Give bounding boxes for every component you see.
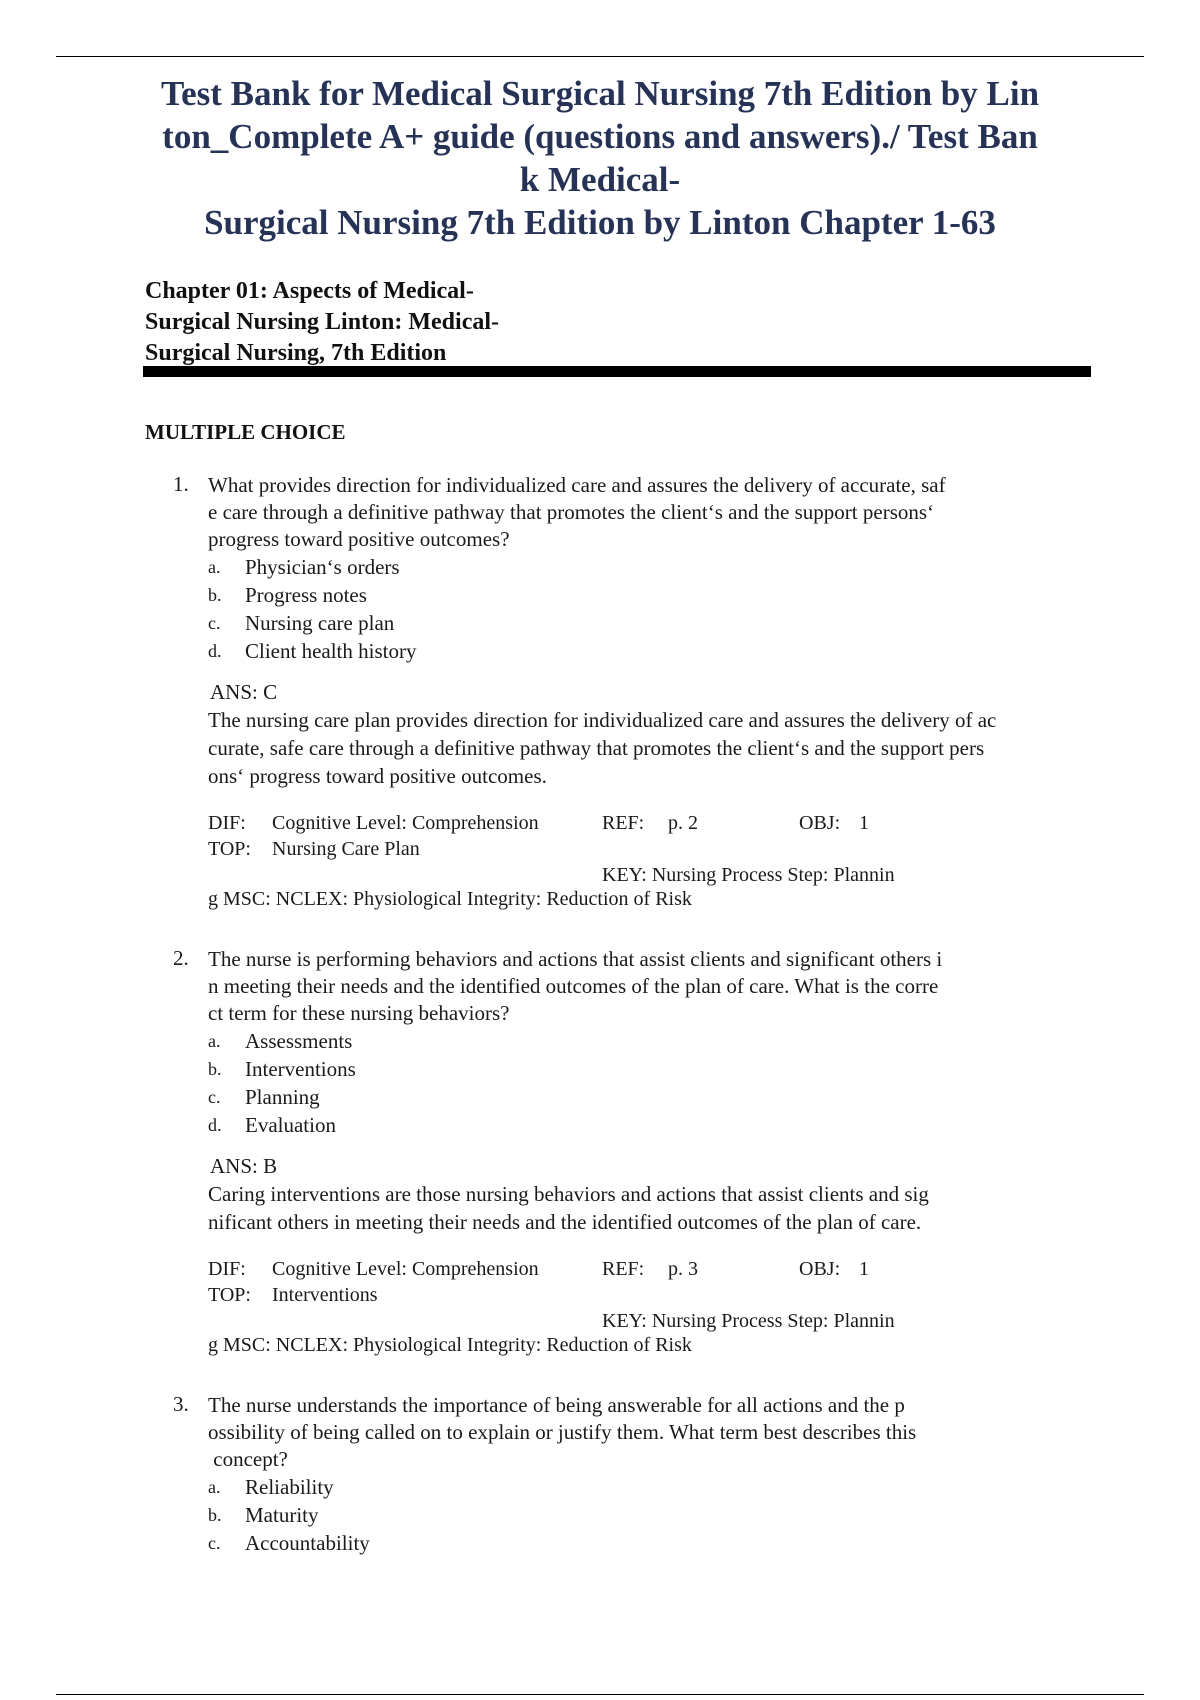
option-b (208, 1501, 1200, 1529)
chapter-divider (143, 366, 1091, 377)
option-letter: b. (208, 1059, 222, 1079)
answer-key: ANS: B (210, 1154, 278, 1178)
option-text: Assessments (245, 1029, 353, 1053)
question-3 (0, 1392, 1200, 1557)
option-b (208, 581, 1200, 609)
answer-options (208, 553, 1200, 665)
rationale-line: nificant others in meeting their needs and the identified outcomes of the plan of care. (208, 1210, 922, 1234)
question-number: 1. (173, 472, 189, 496)
title-line: k Medical- (519, 160, 681, 199)
option-text: Interventions (245, 1057, 356, 1081)
title-line: ton_Complete A+ guide (questions and answers)./ Test Ban (162, 117, 1038, 156)
option-text: Planning (245, 1085, 320, 1109)
ref-value: p. 3 (668, 1258, 698, 1280)
rationale (208, 1180, 1138, 1236)
msc-text: g MSC: NCLEX: Physiological Integrity: Reduction of Risk (208, 1334, 692, 1356)
option-a (208, 553, 1200, 581)
rationale-line: ons‘ progress toward positive outcomes. (208, 764, 547, 788)
stem-line: ossibility of being called on to explain or justify them. What term best describes this (208, 1420, 917, 1444)
msc-text: g MSC: NCLEX: Physiological Integrity: Reduction of Risk (208, 888, 692, 910)
stem-line: n meeting their needs and the identified outcomes of the plan of care. What is the corre (208, 974, 939, 998)
option-b (208, 1055, 1200, 1083)
top-label: TOP: (208, 1284, 251, 1306)
option-text: Physician‘s orders (245, 555, 400, 579)
dif-label: DIF: (208, 812, 246, 834)
option-text: Progress notes (245, 583, 367, 607)
option-letter: c. (208, 1533, 221, 1553)
ref-label: REF: (602, 1258, 645, 1280)
stem-line: concept? (208, 1447, 288, 1471)
option-d (208, 1111, 1200, 1139)
option-letter: c. (208, 613, 221, 633)
option-letter: b. (208, 1505, 222, 1525)
top-rule (56, 56, 1144, 57)
question-stem (208, 472, 1088, 553)
stem-line: progress toward positive outcomes? (208, 527, 510, 551)
option-text: Maturity (245, 1503, 319, 1527)
option-c (208, 1083, 1200, 1111)
option-text: Client health history (245, 639, 417, 663)
stem-line: ct term for these nursing behaviors? (208, 1001, 510, 1025)
option-letter: c. (208, 1087, 221, 1107)
title-line: Surgical Nursing 7th Edition by Linton Chapter 1-63 (204, 203, 996, 242)
top-value: Interventions (272, 1284, 378, 1306)
answer-options (208, 1473, 1200, 1557)
option-text: Accountability (245, 1531, 370, 1555)
option-letter: a. (208, 1477, 221, 1497)
option-a (208, 1473, 1200, 1501)
rationale-line: curate, safe care through a definitive pathway that promotes the client‘s and the support pers (208, 736, 985, 760)
question-metadata (0, 1258, 1200, 1354)
option-text: Nursing care plan (245, 611, 395, 635)
chapter-line: Surgical Nursing Linton: Medical- (145, 309, 500, 335)
stem-line: e care through a definitive pathway that promotes the client‘s and the support persons‘ (208, 500, 935, 524)
answer-options (208, 1027, 1200, 1139)
question-metadata (0, 812, 1200, 908)
obj-label: OBJ: (799, 812, 841, 834)
option-letter: a. (208, 557, 221, 577)
rationale (208, 706, 1138, 790)
stem-line: What provides direction for individualized care and assures the delivery of accurate, saf (208, 473, 946, 497)
section-heading: MULTIPLE CHOICE (145, 420, 346, 444)
key-text: KEY: Nursing Process Step: Plannin (602, 864, 895, 886)
question-stem (208, 946, 1088, 1027)
chapter-heading (145, 276, 499, 369)
dif-value: Cognitive Level: Comprehension (272, 1258, 539, 1280)
obj-label: OBJ: (799, 1258, 841, 1280)
answer-key: ANS: C (210, 680, 278, 704)
option-letter: d. (208, 641, 222, 661)
option-letter: a. (208, 1031, 221, 1051)
question-stem (208, 1392, 1088, 1473)
option-text: Reliability (245, 1475, 334, 1499)
option-letter: b. (208, 585, 222, 605)
rationale-line: The nursing care plan provides direction for individualized care and assures the delivery of ac (208, 708, 997, 732)
key-text: KEY: Nursing Process Step: Plannin (602, 1310, 895, 1332)
question-2 (0, 946, 1200, 1354)
stem-line: The nurse is performing behaviors and actions that assist clients and significant others i (208, 947, 943, 971)
top-value: Nursing Care Plan (272, 838, 420, 860)
document-title (120, 72, 1080, 244)
question-number: 3. (173, 1392, 189, 1416)
chapter-line: Chapter 01: Aspects of Medical- (145, 278, 474, 304)
dif-label: DIF: (208, 1258, 246, 1280)
option-c (208, 1529, 1200, 1557)
question-1 (0, 472, 1200, 908)
obj-value: 1 (859, 1258, 869, 1280)
rationale-line: Caring interventions are those nursing behaviors and actions that assist clients and sig (208, 1182, 929, 1206)
option-c (208, 609, 1200, 637)
ref-label: REF: (602, 812, 645, 834)
top-label: TOP: (208, 838, 251, 860)
obj-value: 1 (859, 812, 869, 834)
ref-value: p. 2 (668, 812, 698, 834)
stem-line: The nurse understands the importance of being answerable for all actions and the p (208, 1393, 905, 1417)
chapter-line: Surgical Nursing, 7th Edition (145, 340, 447, 366)
option-d (208, 637, 1200, 665)
option-a (208, 1027, 1200, 1055)
option-text: Evaluation (245, 1113, 336, 1137)
dif-value: Cognitive Level: Comprehension (272, 812, 539, 834)
question-number: 2. (173, 946, 189, 970)
option-letter: d. (208, 1115, 222, 1135)
title-line: Test Bank for Medical Surgical Nursing 7th Edition by Lin (160, 74, 1040, 113)
bottom-rule (56, 1694, 1144, 1695)
